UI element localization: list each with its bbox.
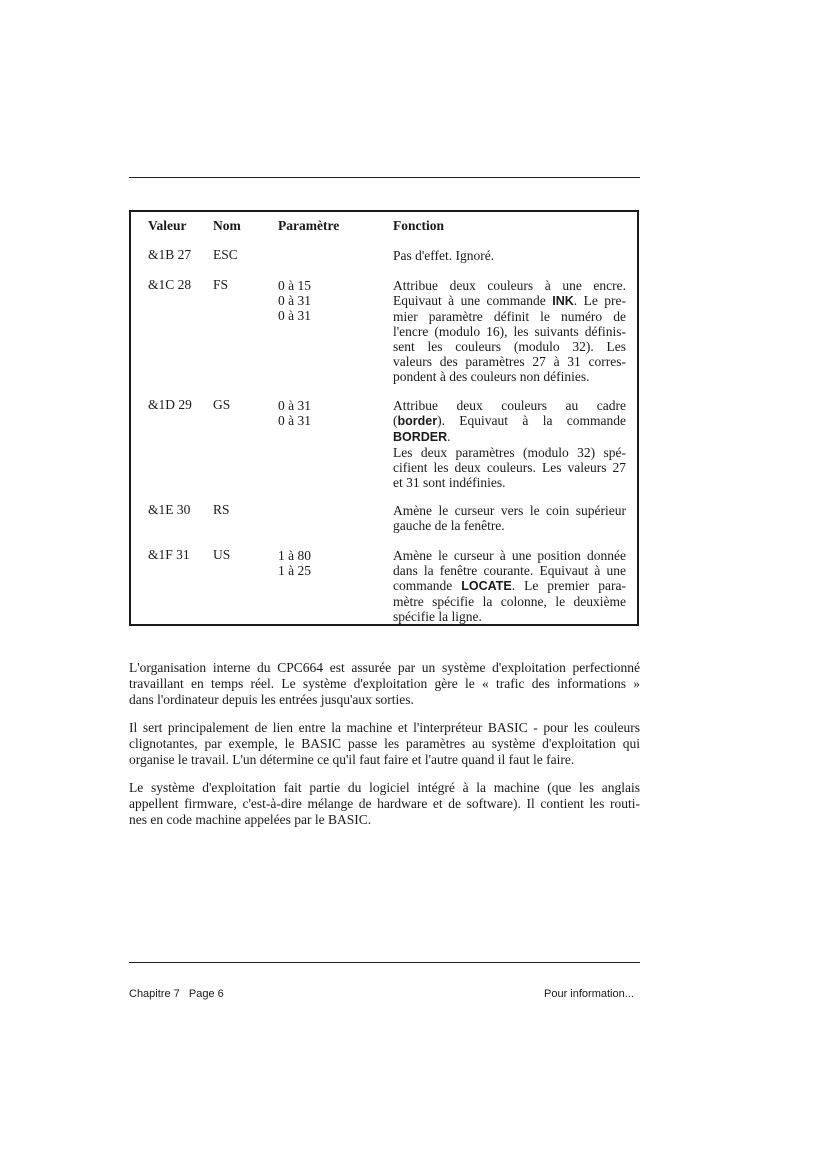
fonction-line: Pas d'effet. Ignoré. <box>393 248 495 263</box>
fonction-line: gauche de la fenêtre. <box>393 518 505 533</box>
parametre-value: 1 à 80 <box>278 548 311 563</box>
row-gs-parametres <box>278 398 311 428</box>
paragraph-line: L'organisation interne du CPC664 est assurée par un système d'exploitation perfectionné <box>129 660 640 675</box>
fonction-line: Les deux paramètres (modulo 32) spé- <box>393 445 626 460</box>
parametre-value: 0 à 31 <box>278 413 311 428</box>
fonction-line: pondent à des couleurs non définies. <box>393 369 590 384</box>
row-esc-fonction <box>393 248 626 263</box>
row-gs-fonction <box>393 398 626 490</box>
parametre-value: 0 à 31 <box>278 308 311 323</box>
paragraph-line: Le système d'exploitation fait partie du logiciel intégré à la machine (que les anglais <box>129 780 640 795</box>
row-us-nom: US <box>213 547 231 562</box>
fonction-line: (border). Equivaut à la commande <box>393 413 626 428</box>
row-us-parametres <box>278 548 311 578</box>
fonction-line: mètre spécifie la colonne, le deuxième <box>393 594 626 609</box>
fonction-line: valeurs des paramètres 27 à 31 corres- <box>393 354 626 369</box>
footer-note: Pour information... <box>544 988 634 1000</box>
fonction-line: mier paramètre définit le numéro de <box>393 309 626 324</box>
paragraph-line: travaillant en temps réel. Le système d'exploitation gère le « trafic des informations » <box>129 676 640 691</box>
basic-keyword: border <box>397 414 438 428</box>
control-codes-table <box>129 210 639 626</box>
fonction-line: dans la fenêtre courante. Equivaut à une <box>393 563 626 578</box>
header-valeur: Valeur <box>148 218 187 233</box>
parametre-value: 0 à 31 <box>278 293 311 308</box>
fonction-line: commande LOCATE. Le premier para- <box>393 578 626 593</box>
paragraph-organisation <box>129 660 640 708</box>
parametre-value: 1 à 25 <box>278 563 311 578</box>
basic-keyword: LOCATE <box>461 579 512 593</box>
paragraph-line: dans l'ordinateur depuis les entrées jusqu'aux sorties. <box>129 692 414 707</box>
paragraph-line: Il sert principalement de lien entre la machine et l'interpréteur BASIC - pour les couleurs <box>129 720 640 735</box>
row-esc-valeur: &1B 27 <box>148 247 192 262</box>
row-us-fonction <box>393 548 626 624</box>
row-us-valeur: &1F 31 <box>148 547 190 562</box>
fonction-line: Attribue deux couleurs à une encre. <box>393 278 626 293</box>
header-parametre: Paramètre <box>278 218 340 233</box>
fonction-line: l'encre (modulo 16), les suivants définis- <box>393 324 626 339</box>
fonction-line: spécifie la ligne. <box>393 609 482 624</box>
footer-chapter-page: Chapitre 7 Page 6 <box>129 988 224 1000</box>
fonction-line: Amène le curseur à une position donnée <box>393 548 626 563</box>
paragraph-line: organise le travail. L'un détermine ce qu'il faut faire et l'autre quand il faut le faire. <box>129 752 575 767</box>
paragraph-firmware <box>129 780 640 828</box>
paragraph-line: clignotantes, par exemple, le BASIC passe les paramètres au système d'exploitation qui <box>129 736 640 751</box>
fonction-line: sent les couleurs (modulo 32). Les <box>393 339 626 354</box>
row-fs-nom: FS <box>213 277 229 292</box>
row-rs-valeur: &1E 30 <box>148 502 191 517</box>
paragraph-line: nes en code machine appelées par le BASIC. <box>129 812 372 827</box>
fonction-line: et 31 sont indéfinies. <box>393 475 506 490</box>
fonction-line: Attribue deux couleurs au cadre <box>393 398 626 413</box>
top-rule <box>129 177 640 178</box>
basic-keyword: INK <box>552 294 574 308</box>
row-rs-nom: RS <box>213 502 230 517</box>
row-fs-valeur: &1C 28 <box>148 277 192 292</box>
row-esc-nom: ESC <box>213 247 238 262</box>
fonction-line: Equivaut à une commande INK. Le pre- <box>393 293 626 308</box>
row-gs-valeur: &1D 29 <box>148 397 192 412</box>
paragraph-line: appellent firmware, c'est-à-dire mélange de hardware et de software). Il contient les routi- <box>129 796 640 811</box>
row-gs-nom: GS <box>213 397 231 412</box>
header-nom: Nom <box>213 218 241 233</box>
row-fs-fonction <box>393 278 626 384</box>
bottom-rule <box>129 962 640 963</box>
paragraph-lien <box>129 720 640 768</box>
fonction-line: cifient les deux couleurs. Les valeurs 27 <box>393 460 626 475</box>
header-fonction: Fonction <box>393 218 445 233</box>
fonction-line: Amène le curseur vers le coin supérieur <box>393 503 626 518</box>
row-rs-fonction <box>393 503 626 533</box>
basic-keyword: BORDER <box>393 430 448 444</box>
fonction-line: BORDER. <box>393 429 451 444</box>
parametre-value: 0 à 31 <box>278 398 311 413</box>
parametre-value: 0 à 15 <box>278 278 311 293</box>
row-fs-parametres <box>278 278 311 323</box>
